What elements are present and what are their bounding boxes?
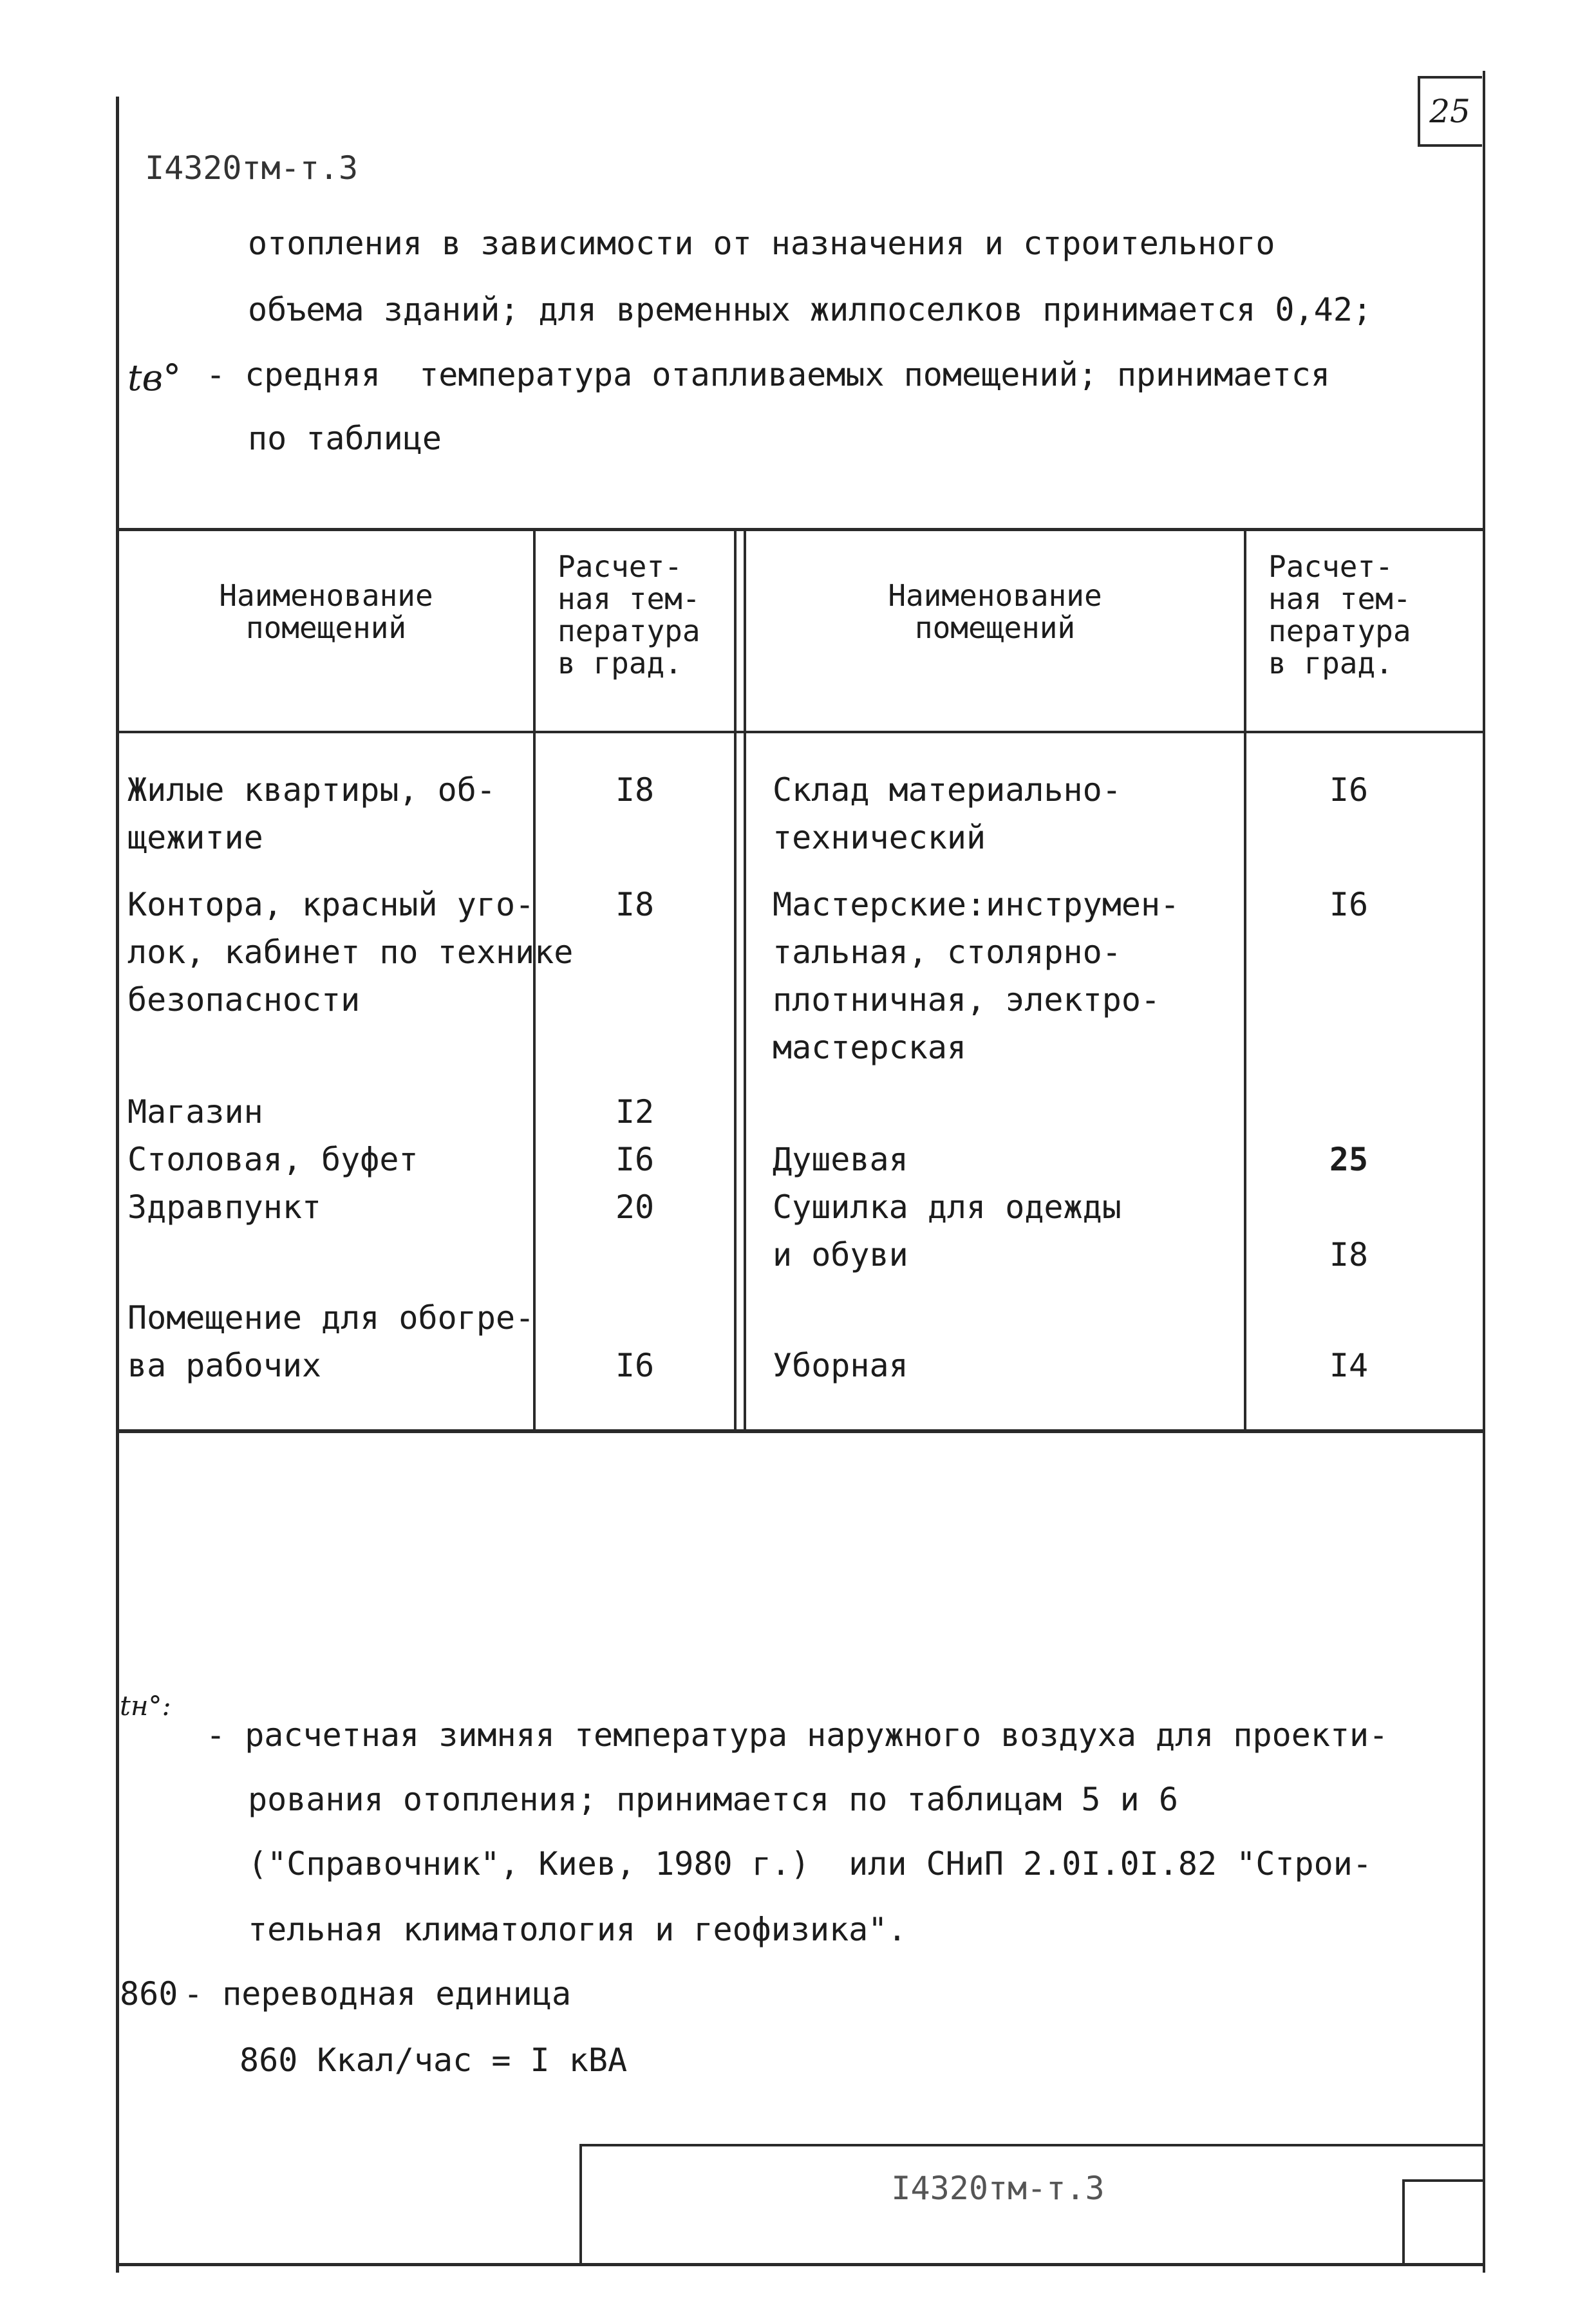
right-row-4-name: Сушилка для одежды и обуви (773, 1188, 1122, 1273)
header-temp-right: Расчет- ная тем- пература в град. (1268, 549, 1411, 681)
right-row-3-name: Душевая (773, 1141, 908, 1178)
header-name-left: Наименование помещений (219, 578, 433, 645)
right-row-2-temp: I6 (1329, 886, 1369, 923)
left-row-3-name: Магазин (127, 1093, 263, 1131)
frame-right-border (1483, 71, 1485, 2273)
left-row-2-name: Контора, красный уго- лок, кабинет по технике безопасности (127, 886, 574, 1019)
table-divider-4 (1244, 528, 1246, 1433)
right-row-1-temp: I6 (1329, 771, 1369, 809)
after-line-1: - расчетная зимняя температура наружного воздуха для проекти- (206, 1716, 1389, 1754)
header-temp-left: Расчет- ная тем- пература в град. (558, 549, 700, 681)
right-row-5-name: Уборная (773, 1347, 908, 1384)
title-block-cell-rule (1402, 2179, 1485, 2182)
after-line-4: тельная климатология и геофизика". (248, 1911, 907, 1948)
right-row-5-temp: I4 (1329, 1347, 1369, 1384)
left-row-1-name: Жилые квартиры, об- щежитие (127, 771, 496, 856)
after-line-3: ("Справочник", Киев, 1980 г.) или СНиП 2.0I.0I.82 "Строи- (248, 1845, 1372, 1882)
after-line-6: 860 Ккал/час = I кВА (239, 2042, 628, 2079)
frame-left-border (116, 97, 119, 2273)
intro-line-4: по таблице (248, 420, 442, 457)
right-row-1-name: Склад материально- технический (773, 771, 1122, 856)
doc-code-bottom: I4320тм-т.3 (891, 2170, 1105, 2207)
right-row-3-temp: 25 (1329, 1141, 1369, 1178)
symbol-tv: tв° (127, 357, 182, 399)
table-bottom-rule (116, 1429, 1485, 1433)
after-line-5: - переводная единица (183, 1975, 572, 2013)
intro-line-2: объема зданий; для временных жилпоселков принимается 0,42; (248, 291, 1372, 328)
right-row-4-temp: I8 (1329, 1236, 1369, 1273)
left-row-5-name: Здравпункт (127, 1188, 322, 1226)
table-top-rule (116, 528, 1485, 531)
left-row-4-temp: I6 (615, 1141, 655, 1178)
left-row-4-name: Столовая, буфет (127, 1141, 418, 1178)
header-name-right: Наименование помещений (888, 578, 1102, 645)
table-divider-2 (734, 528, 737, 1433)
left-row-6-temp: I6 (615, 1347, 655, 1384)
doc-code-top: I4320тм-т.3 (145, 149, 359, 187)
sheet-number: 25 (1429, 93, 1470, 130)
symbol-860: 860 (120, 1975, 178, 2013)
right-row-2-name: Мастерские:инструмен- тальная, столярно- плотничная, электро- мастерская (773, 886, 1180, 1066)
left-row-2-temp: I8 (615, 886, 655, 923)
intro-line-3: - средняя температура отапливаемых помещений; принимается (206, 356, 1330, 393)
left-row-5-temp: 20 (615, 1188, 655, 1226)
table-header-rule (116, 731, 1485, 733)
left-row-6-name: Помещение для обогре- ва рабочих (127, 1299, 535, 1384)
intro-line-1: отопления в зависимости от назначения и строительного (248, 225, 1275, 262)
left-row-3-temp: I2 (615, 1093, 655, 1131)
table-divider-3 (744, 528, 746, 1433)
symbol-tn: tн°: (120, 1690, 171, 1722)
after-line-2: рования отопления; принимается по таблицам 5 и 6 (248, 1781, 1178, 1818)
left-row-1-temp: I8 (615, 771, 655, 809)
title-block-divider (1402, 2179, 1405, 2266)
